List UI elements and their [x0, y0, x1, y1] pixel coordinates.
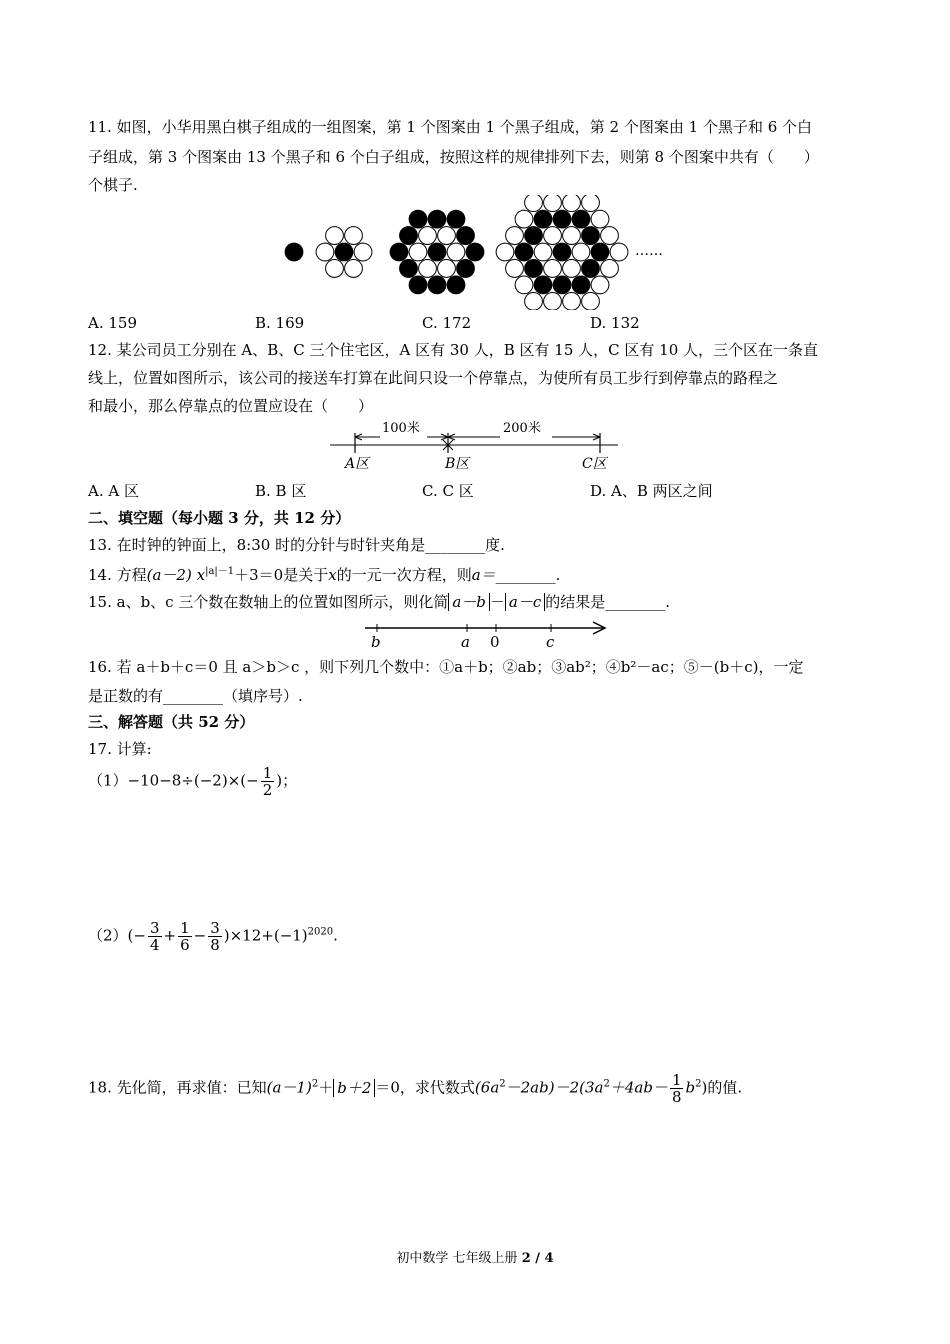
q18-cond-1: (a－1) — [266, 1078, 312, 1097]
axis-label-c: c — [546, 633, 555, 650]
white-piece — [582, 195, 600, 212]
q18-cond-2: ＝0，求代数式 — [375, 1078, 475, 1097]
q17-minus: − — [193, 926, 207, 945]
white-piece — [438, 227, 456, 245]
q11-chess-pattern-figure — [280, 195, 680, 310]
white-piece — [544, 195, 562, 212]
white-piece — [326, 260, 344, 278]
q17-p1-fraction — [261, 765, 275, 798]
q15-prefix: 15. a、b、c 三个数在数轴上的位置如图所示，则化简 — [88, 593, 449, 611]
q18-square: 2 — [603, 1078, 610, 1090]
q15-suffix: 的结果是________. — [545, 593, 671, 611]
frac-denominator: 6 — [180, 936, 190, 954]
frac-denominator: 8 — [671, 1088, 682, 1106]
frac-numerator: 1 — [262, 764, 273, 782]
white-piece — [591, 210, 609, 228]
axis-label-b: b — [371, 633, 381, 650]
white-piece — [326, 227, 344, 245]
white-piece — [515, 210, 533, 228]
frac-denominator: 4 — [149, 936, 160, 954]
black-piece — [572, 276, 590, 294]
q14-mid: 是关于 — [283, 566, 329, 584]
page-number: 2 / 4 — [521, 1251, 554, 1266]
black-piece — [447, 210, 465, 228]
white-piece — [525, 195, 543, 212]
white-piece — [563, 292, 581, 310]
q17-p2-prefix: （2）(− — [88, 926, 146, 945]
pattern-2 — [316, 227, 372, 278]
q17-p2-mid: )×12+(−1) — [223, 926, 308, 945]
q15-minus: － — [489, 593, 505, 611]
q12-option-a: A. A 区 — [88, 482, 139, 500]
black-piece — [428, 276, 446, 294]
black-piece — [525, 227, 543, 245]
black-piece — [428, 210, 446, 228]
black-piece — [409, 210, 427, 228]
q14-exponent: |a|－1 — [205, 566, 235, 577]
point-a-label: A区 — [345, 456, 370, 472]
white-piece — [409, 243, 427, 261]
section-2-heading: 二、填空题（每小题 3 分，共 12 分） — [88, 509, 351, 527]
q12-line2: 线上，位置如图所示，该公司的接送车打算在此间只设一个停靠点，为使所有员工步行到停靠点的路程之 — [88, 369, 779, 387]
black-piece — [409, 276, 427, 294]
q12-line3: 和最小，那么停靠点的位置应设在（ ） — [88, 397, 374, 415]
distance-bc-label: 200米 — [503, 421, 541, 436]
pattern-3 — [390, 210, 484, 294]
q17-p2-end: . — [333, 926, 338, 945]
black-piece — [515, 243, 533, 261]
black-piece — [447, 276, 465, 294]
white-piece — [582, 292, 600, 310]
q18-expr-1: (6a — [474, 1078, 500, 1097]
q16-line2: 是正数的有________（填序号）. — [88, 687, 303, 705]
q18-prefix: 18. 先化简，再求值：已知 — [88, 1078, 267, 1097]
q11-line2: 子组成，第 3 个图案由 13 个黑子和 6 个白子组成，按照这样的规律排列下去，则第 8 个图案中共有（ ） — [88, 148, 819, 166]
q14-coefficient: (a－2) — [146, 566, 192, 584]
q18-square: 2 — [695, 1078, 702, 1090]
frac-numerator: 3 — [210, 919, 220, 937]
point-c-label: C区 — [582, 456, 607, 472]
white-piece — [419, 227, 437, 245]
white-piece — [534, 243, 552, 261]
black-piece — [591, 243, 609, 261]
q14-eq-rest: ＋3＝0 — [234, 566, 284, 584]
q14-suffix: 的一元一次方程，则 — [336, 566, 472, 584]
black-piece — [553, 243, 571, 261]
q15-abs-1: a－b — [448, 593, 490, 611]
white-piece — [496, 243, 514, 261]
q11-option-d: D. 132 — [590, 314, 640, 332]
white-piece — [515, 276, 533, 294]
q12-option-d: D. A、B 两区之间 — [590, 482, 713, 500]
black-piece — [428, 243, 446, 261]
q17-p2-exponent: 2020 — [307, 926, 334, 938]
axis-label-a: a — [461, 633, 470, 650]
white-piece — [601, 260, 619, 278]
q18-plus: ＋ — [318, 1078, 334, 1097]
q11-line3: 个棋子. — [88, 176, 138, 194]
q17-p2-fraction-3 — [208, 920, 222, 953]
q18-abs: b＋2 — [333, 1079, 375, 1097]
black-piece — [572, 210, 590, 228]
white-piece — [563, 260, 581, 278]
q11-option-b: B. 169 — [255, 314, 305, 332]
white-piece — [601, 227, 619, 245]
q12-location-diagram — [330, 418, 620, 476]
q14-answer-blank: a＝________. — [471, 566, 561, 584]
q13-text: 13. 在时钟的钟面上，8:30 时的分针与时针夹角是________度. — [88, 536, 505, 554]
q14-text — [88, 562, 560, 585]
black-piece — [457, 260, 475, 278]
q11-option-c: C. 172 — [422, 314, 472, 332]
black-piece — [400, 227, 418, 245]
q17-p2-fraction-2 — [178, 920, 192, 953]
q16-line1: 16. 若 a＋b＋c＝0 且 a＞b＞c ，则下列几个数中：①a＋b；②ab；③ab²；④b²－ac；⑤－(b＋c)，一定 — [88, 658, 804, 676]
q15-number-line — [365, 614, 610, 650]
q14-variable: x — [196, 566, 206, 584]
white-piece — [544, 292, 562, 310]
white-piece — [591, 276, 609, 294]
q15-abs-2: a－c — [505, 593, 545, 611]
q12-option-b: B. B 区 — [255, 482, 307, 500]
black-piece — [457, 227, 475, 245]
black-piece — [534, 210, 552, 228]
black-piece — [466, 243, 484, 261]
white-piece — [447, 243, 465, 261]
frac-denominator: 8 — [210, 936, 220, 954]
pattern-1 — [285, 243, 303, 261]
q11-option-a: A. 159 — [88, 314, 137, 332]
white-piece — [525, 292, 543, 310]
white-piece — [610, 243, 628, 261]
q18-square: 2 — [311, 1078, 319, 1090]
black-piece — [553, 210, 571, 228]
white-piece — [506, 227, 524, 245]
q15-text — [88, 592, 670, 612]
q18-square: 2 — [499, 1078, 506, 1090]
black-piece — [582, 227, 600, 245]
frac-numerator: 3 — [149, 919, 160, 937]
white-piece — [345, 227, 363, 245]
white-piece — [563, 195, 581, 212]
frac-numerator: 1 — [671, 1071, 682, 1089]
q17-title: 17. 计算: — [88, 740, 152, 758]
axis-label-zero: 0 — [490, 633, 500, 650]
black-piece — [525, 260, 543, 278]
black-piece — [390, 243, 408, 261]
page-footer — [0, 1247, 950, 1266]
black-piece — [335, 243, 353, 261]
q14-prefix: 14. 方程 — [88, 566, 147, 584]
section-3-heading: 三、解答题（共 52 分） — [88, 713, 255, 731]
black-piece — [400, 260, 418, 278]
q12-option-c: C. C 区 — [422, 482, 474, 500]
q17-plus: + — [163, 926, 177, 945]
black-piece — [285, 243, 303, 261]
q11-ellipsis: …… — [635, 243, 663, 259]
footer-text: 初中数学 七年级上册 — [396, 1251, 522, 1266]
q12-line1: 12. 某公司员工分别在 A、B、C 三个住宅区，A 区有 30 人，B 区有 15 人，C 区有 10 人，三个区在一条直 — [88, 341, 819, 359]
q17-p1-suffix: )； — [276, 771, 298, 790]
q17-p2-fraction-1 — [148, 920, 162, 953]
white-piece — [572, 243, 590, 261]
white-piece — [354, 243, 372, 261]
point-b-label: B区 — [445, 456, 470, 472]
q18-expr-3: ＋4ab－ — [609, 1078, 668, 1097]
q17-part2 — [88, 920, 338, 953]
q17-part1 — [88, 765, 297, 798]
q18-text — [88, 1072, 742, 1105]
frac-numerator: 1 — [180, 919, 190, 937]
distance-ab-label: 100米 — [382, 421, 420, 436]
frac-denominator: 2 — [262, 781, 273, 799]
q14-var: x — [328, 566, 337, 584]
q17-p1-prefix: （1）−10−8÷(−2)×(− — [88, 771, 259, 790]
q18-expr-4: b — [685, 1078, 696, 1097]
black-piece — [553, 276, 571, 294]
q18-fraction — [670, 1072, 684, 1105]
white-piece — [544, 227, 562, 245]
white-piece — [563, 227, 581, 245]
black-piece — [534, 276, 552, 294]
q18-expr-2: －2ab)－2(3a — [505, 1078, 604, 1097]
white-piece — [544, 260, 562, 278]
white-piece — [419, 260, 437, 278]
q18-expr-5: )的值. — [701, 1078, 743, 1097]
white-piece — [316, 243, 334, 261]
white-piece — [506, 260, 524, 278]
white-piece — [345, 260, 363, 278]
black-piece — [582, 260, 600, 278]
pattern-4 — [496, 195, 628, 310]
white-piece — [438, 260, 456, 278]
q11-line1: 11. 如图，小华用黑白棋子组成的一组图案，第 1 个图案由 1 个黑子组成，第 2 个图案由 1 个黑子和 6 个白 — [88, 118, 813, 136]
